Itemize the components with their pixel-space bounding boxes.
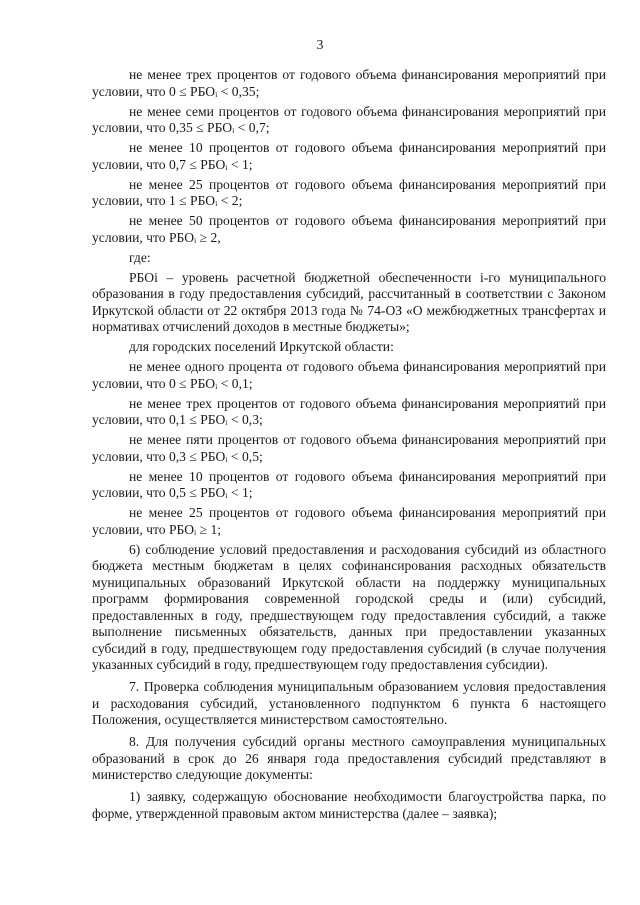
- paragraph: не менее 25 процентов от годового объема финансирования мероприятий при условии, что 1 ≤ РБОᵢ < 2;: [92, 176, 606, 208]
- paragraph: где:: [129, 249, 151, 265]
- paragraph: для городских поселений Иркутской области:: [129, 339, 394, 354]
- paragraph: 6) соблюдение условий предоставления и расходования субсидий из областного бюджета местным бюджетам в целях софинансирования расходных обязательств муниципальных образований Иркутской области на поддержку муниципальных программ формирования современной городской среды и (или) субсидий, предоставленных в году, предшествующем году предоставления субсидий, а также выполнение письменных обязательств, данных при предоставлении указанных субсидий в году, предшествующем году предоставления субсидий (в случае получения указанных субсидий в году, предшествующем году предоставления субсидии).: [92, 541, 606, 672]
- paragraph: не менее трех процентов от годового объема финансирования мероприятий при условии, что 0,1 ≤ РБОᵢ < 0,3;: [92, 395, 606, 427]
- paragraph: 1) заявку, содержащую обоснование необходимости благоустройства парка, по форме, утвержденной правовым актом министерства (далее – заявка);: [92, 789, 606, 821]
- paragraph: не менее 50 процентов от годового объема финансирования мероприятий при условии, что РБОᵢ ≥ 2,: [92, 213, 606, 245]
- paragraph: не менее 10 процентов от годового объема финансирования мероприятий при условии, что 0,7 ≤ РБОᵢ < 1;: [92, 140, 606, 172]
- paragraph: не менее семи процентов от годового объема финансирования мероприятий при условии, что 0,35 ≤ РБОᵢ < 0,7;: [92, 103, 606, 135]
- paragraph: не менее 25 процентов от годового объема финансирования мероприятий при условии, что РБОᵢ ≥ 1;: [92, 505, 606, 537]
- paragraph: 8. Для получения субсидий органы местного самоуправления муниципальных образований в срок до 26 января года предоставления субсидий представляют в министерство следующие документы:: [92, 734, 606, 782]
- paragraph: 7. Проверка соблюдения муниципальным образованием условия предоставления и расходования субсидий, установленного подпунктом 6 пункта 6 настоящего Положения, осуществляется министерством самостоятельно.: [92, 679, 606, 727]
- page-number: 3: [316, 37, 324, 52]
- document-body: [92, 67, 606, 822]
- paragraph: не менее пяти процентов от годового объема финансирования мероприятий при условии, что 0,3 ≤ РБОᵢ < 0,5;: [92, 432, 606, 464]
- paragraph: не менее трех процентов от годового объема финансирования мероприятий при условии, что 0 ≤ РБОᵢ < 0,35;: [92, 67, 606, 99]
- paragraph: РБОi – уровень расчетной бюджетной обеспеченности i-го муниципального образования в году предоставления субсидий, рассчитанный в соответствии с Законом Иркутской области от 22 октября 2013 года № 74-ОЗ «О межбюджетных трансфертах и нормативах отчислений доходов в местные бюджеты»;: [92, 269, 606, 334]
- paragraph: не менее одного процента от годового объема финансирования мероприятий при условии, что 0 ≤ РБОᵢ < 0,1;: [92, 359, 606, 391]
- paragraph: не менее 10 процентов от годового объема финансирования мероприятий при условии, что 0,5 ≤ РБОᵢ < 1;: [92, 468, 606, 500]
